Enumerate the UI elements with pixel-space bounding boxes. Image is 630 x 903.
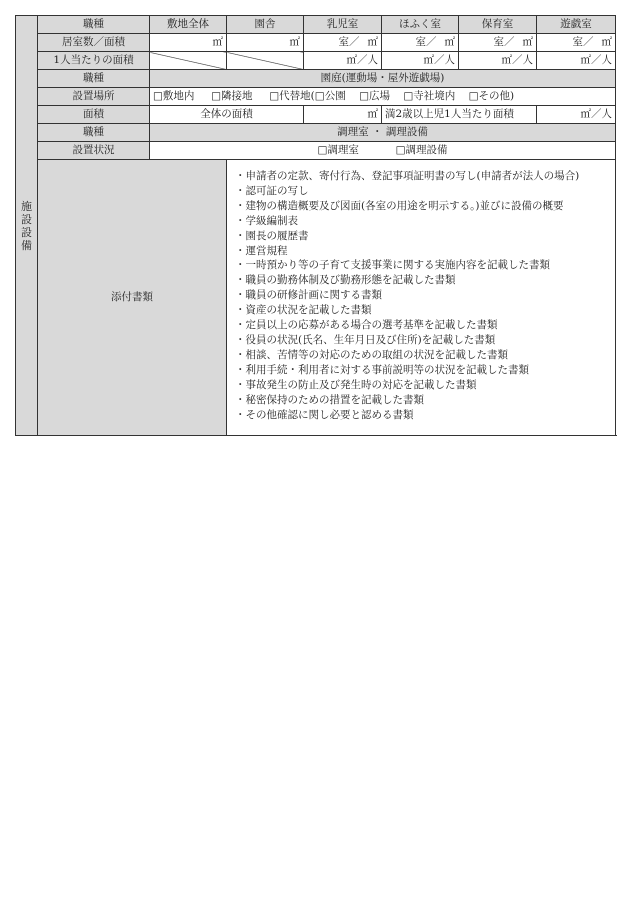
- diagonal-cell: [227, 52, 304, 70]
- kitchen-status-row: [16, 142, 616, 160]
- garden-header-row: [16, 70, 616, 88]
- list-item: ・職員の勤務体制及び勤務形態を記載した書類: [235, 274, 456, 287]
- site-area-field[interactable]: ㎡: [150, 34, 227, 52]
- col-header-play-room: 遊戯室: [537, 16, 616, 34]
- child-area-field[interactable]: ㎡／人: [537, 106, 616, 124]
- checkbox-alternate-park[interactable]: □代替地(□公園: [269, 90, 346, 102]
- list-item: ・申請者の定款、寄付行為、登記事項証明書の写し(申請者が法人の場合): [235, 170, 580, 182]
- total-area-label: 全体の面積: [150, 106, 304, 124]
- building-area-field[interactable]: ㎡: [227, 34, 304, 52]
- location-row: [16, 88, 616, 106]
- checkbox-plaza[interactable]: □広場: [359, 90, 390, 102]
- list-item: ・学級編制表: [235, 214, 298, 227]
- list-item: ・園長の履歴書: [235, 229, 309, 242]
- kitchen-header-row: [16, 124, 616, 142]
- attachments-list: [227, 160, 616, 436]
- checkbox-adjacent[interactable]: □隣接地: [211, 90, 253, 102]
- col-header-building: 園舎: [227, 16, 304, 34]
- facility-form-table: [15, 15, 616, 436]
- checkbox-kitchen-room[interactable]: □調理室: [317, 144, 359, 156]
- list-item: ・認可証の写し: [235, 184, 309, 197]
- attachments-label: 添付書類: [38, 160, 227, 436]
- garden-area-row: [16, 106, 616, 124]
- col-header-infant-room: 乳児室: [304, 16, 382, 34]
- rooms-area-row: [16, 34, 616, 52]
- row-label-occupation: 職種: [38, 16, 150, 34]
- row-label-rooms-area: 居室数／面積: [38, 34, 150, 52]
- diagonal-cell: [150, 52, 227, 70]
- col-header-crawling-room: ほふく室: [382, 16, 459, 34]
- play-room-field[interactable]: 室／ ㎡: [537, 34, 616, 52]
- kitchen-options: [150, 142, 616, 160]
- kitchen-title: 調理室 ・ 調理設備: [150, 124, 616, 142]
- col-header-site: 敷地全体: [150, 16, 227, 34]
- crawling-room-field[interactable]: 室／ ㎡: [382, 34, 459, 52]
- garden-title: 園庭(運動場・屋外遊戯場): [150, 70, 616, 88]
- row-label-occupation: 職種: [38, 70, 150, 88]
- list-item: ・その他確認に関し必要と認める書類: [235, 408, 414, 421]
- total-area-field[interactable]: ㎡: [304, 106, 382, 124]
- list-item: ・一時預かり等の子育て支援事業に関する実施内容を記載した書類: [235, 259, 550, 272]
- row-label-location: 設置場所: [38, 88, 150, 106]
- row-label-occupation: 職種: [38, 124, 150, 142]
- facility-header-row: [16, 16, 616, 34]
- infant-per-person-field[interactable]: ㎡／人: [304, 52, 382, 70]
- list-item: ・利用手続・利用者に対する事前説明等の状況を記載した書類: [235, 363, 529, 376]
- row-label-area: 面積: [38, 106, 150, 124]
- list-item: ・建物の構造概要及び図面(各室の用途を明示する。)並びに設備の概要: [235, 199, 564, 212]
- child-area-label: 満2歳以上児1人当たり面積: [382, 106, 537, 124]
- crawling-per-person-field[interactable]: ㎡／人: [382, 52, 459, 70]
- infant-room-field[interactable]: 室／ ㎡: [304, 34, 382, 52]
- checkbox-kitchen-equipment[interactable]: □調理設備: [395, 144, 448, 156]
- row-label-installation: 設置状況: [38, 142, 150, 160]
- location-options: [150, 88, 616, 106]
- list-item: ・事故発生の防止及び発生時の対応を記載した書類: [235, 378, 477, 391]
- per-person-area-row: [16, 52, 616, 70]
- list-item: ・役員の状況(氏名、生年月日及び住所)を記載した書類: [235, 333, 496, 346]
- checkbox-shrine[interactable]: □寺社境内: [403, 90, 456, 102]
- nursery-per-person-field[interactable]: ㎡／人: [459, 52, 537, 70]
- nursery-room-field[interactable]: 室／ ㎡: [459, 34, 537, 52]
- attachments-row: [16, 160, 616, 436]
- list-item: ・運営規程: [235, 244, 288, 257]
- play-per-person-field[interactable]: ㎡／人: [537, 52, 616, 70]
- list-item: ・秘密保持のための措置を記載した書類: [235, 393, 424, 406]
- facility-group-label: 施 設 設 備: [16, 16, 38, 436]
- list-item: ・資産の状況を記載した書類: [235, 304, 372, 317]
- checkbox-on-site[interactable]: □敷地内: [153, 90, 195, 102]
- list-item: ・相談、苦情等の対応のための取組の状況を記載した書類: [235, 348, 508, 361]
- col-header-nursery-room: 保育室: [459, 16, 537, 34]
- list-item: ・定員以上の応募がある場合の選考基準を記載した書類: [235, 319, 498, 332]
- row-label-per-person: 1人当たりの面積: [38, 52, 150, 70]
- checkbox-other[interactable]: □その他): [468, 90, 515, 102]
- list-item: ・職員の研修計画に関する書類: [235, 289, 382, 302]
